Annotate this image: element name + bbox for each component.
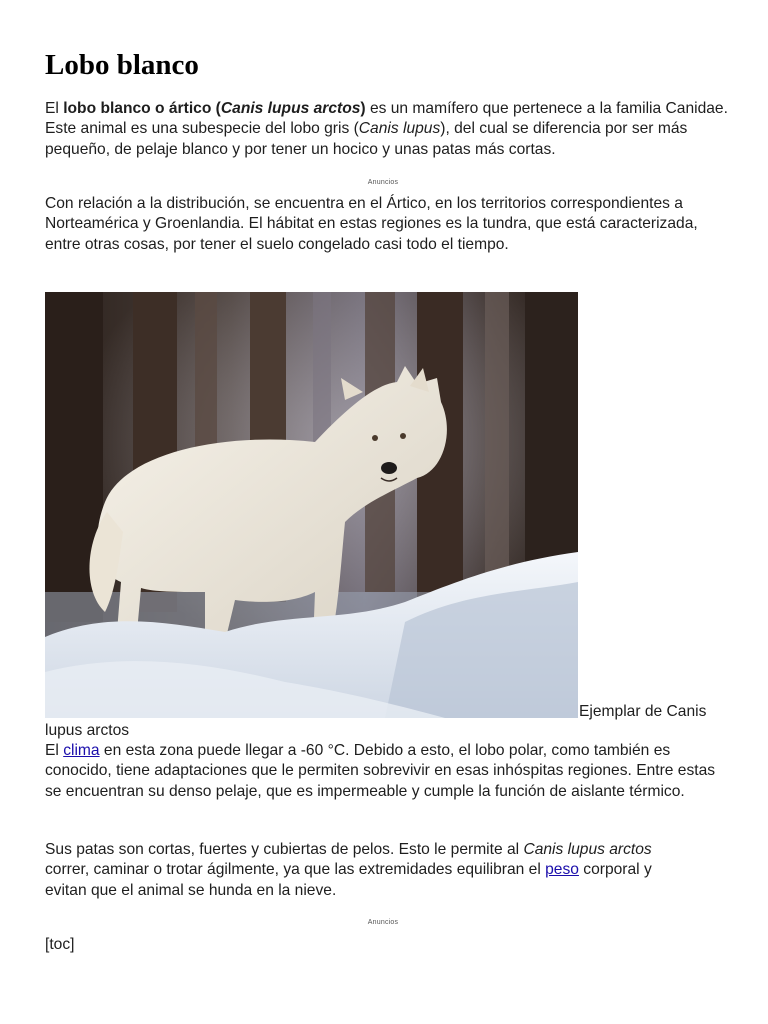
scientific-name-arctic-wolf: Canis lupus arctos: [523, 841, 652, 858]
scientific-name: Canis lupus arctos: [220, 100, 361, 117]
climate-paragraph: El clima en esta zona puede llegar a -60 °C. Debido a esto, el lobo polar, como también es conocido, tiene adaptaciones que le permiten sobrevivir en esas inhóspitas regiones. Entre estas se encuentran su denso pelaje, que es impermeable y cumple la función de aislante térmico.: [45, 742, 716, 800]
wolf-photo: [45, 292, 578, 718]
figure-caption-line2: lupus arctos: [45, 722, 130, 739]
page-title: Lobo blanco: [45, 49, 199, 81]
ads-label-2: Anuncios: [367, 919, 399, 926]
distribution-paragraph: Con relación a la distribución, se encuentra en el Ártico, en los territorios correspondientes a Norteamérica y Groenlandia. El hábitat en estas regiones es la tundra, que está caracterizada, entre otras cosas, por tener el suelo congelado casi todo el tiempo.: [45, 195, 698, 253]
intro-text: El: [45, 100, 64, 117]
intro-paragraph: El lobo blanco o ártico (Canis lupus arctos) es un mamífero que pertenece a la familia Canidae. Este animal es una subespecie del lobo gris (Canis lupus), del cual se diferencia por ser más pequeño, de pelaje blanco y por tener un hocico y unas patas más cortas.: [45, 100, 728, 158]
legs-paragraph: Sus patas son cortas, fuertes y cubiertas de pelos. Esto le permite al Canis lupus arctos correr, caminar o trotar ágilmente, ya que las extremidades equilibran el peso corporal y evitan que el animal se hunda en la nieve.: [45, 841, 652, 899]
peso-link[interactable]: peso: [545, 861, 579, 879]
toc-placeholder: [toc]: [45, 936, 75, 953]
figure-caption-line1: Ejemplar de Canis: [579, 703, 707, 720]
scientific-name-gray-wolf: Canis lupus: [358, 120, 441, 138]
intro-bold-term: lobo blanco o ártico (Canis lupus arctos): [63, 100, 366, 117]
clima-link[interactable]: clima: [63, 742, 100, 759]
ads-label: Anuncios: [367, 179, 399, 186]
